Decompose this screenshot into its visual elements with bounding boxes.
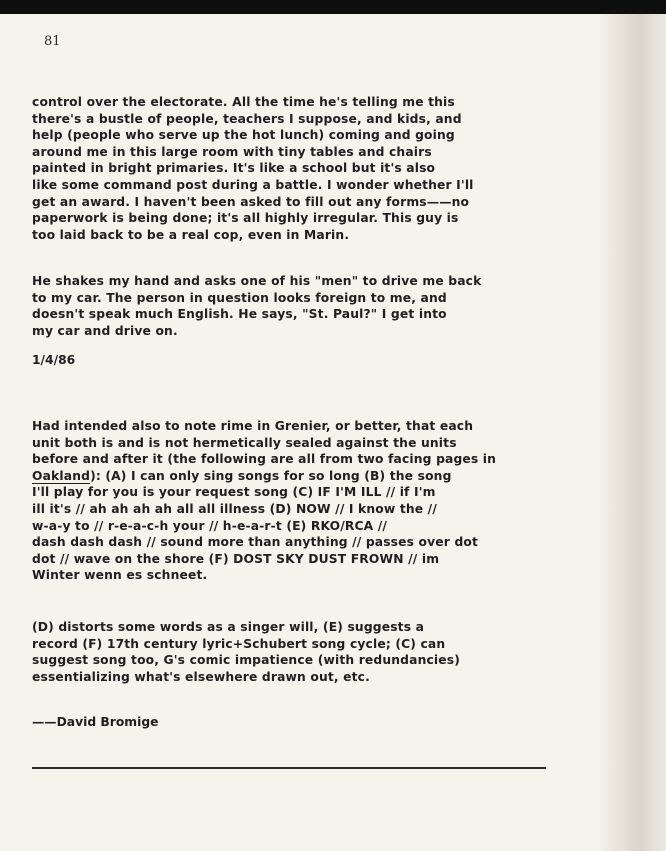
text-line: Winter wenn es schneet.	[32, 568, 208, 583]
text-line: help (people who serve up the hot lunch) coming and going	[32, 128, 455, 143]
text-line: my car and drive on.	[32, 323, 178, 338]
text-line: like some command post during a battle. I wonder whether I'll	[32, 177, 474, 192]
text-line: doesn't speak much English. He says, "St. Paul?" I get into	[32, 307, 447, 322]
text-line: around me in this large room with tiny tables and chairs	[32, 144, 432, 159]
paragraph-4	[32, 619, 577, 685]
horizontal-rule	[32, 767, 546, 769]
text-line: essentializing what's elsewhere drawn out, etc.	[32, 669, 370, 684]
entry-date: 1/4/86	[32, 353, 76, 367]
text-line: w-a-y to // r-e-a-c-h your // h-e-a-r-t (E) RKO/RCA //	[32, 518, 388, 533]
text-line: suggest song too, G's comic impatience (with redundancies)	[32, 653, 461, 668]
page-number: 81	[44, 34, 61, 49]
text-line: He shakes my hand and asks one of his "men" to drive me back	[32, 274, 482, 288]
text-line: ill it's // ah ah ah ah all all illness (D) NOW // I know the //	[32, 501, 437, 516]
text-line	[32, 468, 577, 485]
page-gutter-shadow	[600, 14, 666, 851]
text-line: Had intended also to note rime in Grenier, or better, that each	[32, 419, 474, 433]
paragraph-1	[32, 94, 577, 243]
underlined-title: Oakland	[32, 468, 91, 483]
paragraph-2	[32, 273, 577, 339]
text-line: dash dash dash // sound more than anything // passes over dot	[32, 535, 479, 550]
text-line: control over the electorate. All the time he's telling me this	[32, 95, 455, 109]
text-line: painted in bright primaries. It's like a school but it's also	[32, 161, 436, 176]
text-line: unit both is and is not hermetically sealed against the units	[32, 435, 457, 450]
text-line: get an award. I haven't been asked to fill out any forms——no	[32, 194, 470, 209]
text-line: (D) distorts some words as a singer will, (E) suggests a	[32, 620, 425, 634]
author-signature: ——David Bromige	[32, 715, 159, 729]
text-line: to my car. The person in question looks foreign to me, and	[32, 290, 447, 305]
text-line-rest: ): (A) I can only sing songs for so long (B) the song	[90, 468, 452, 483]
scan-top-edge	[0, 0, 666, 14]
paragraph-3	[32, 418, 577, 584]
text-line: I'll play for you is your request song (C) IF I'M ILL // if I'm	[32, 485, 436, 500]
text-line: before and after it (the following are all from two facing pages in	[32, 452, 497, 467]
text-line: dot // wave on the shore (F) DOST SKY DUST FROWN // im	[32, 551, 440, 566]
text-line: paperwork is being done; it's all highly irregular. This guy is	[32, 211, 459, 226]
text-line: there's a bustle of people, teachers I suppose, and kids, and	[32, 111, 462, 126]
text-line: too laid back to be a real cop, even in Marin.	[32, 227, 350, 242]
text-line: record (F) 17th century lyric+Schubert song cycle; (C) can	[32, 636, 446, 651]
